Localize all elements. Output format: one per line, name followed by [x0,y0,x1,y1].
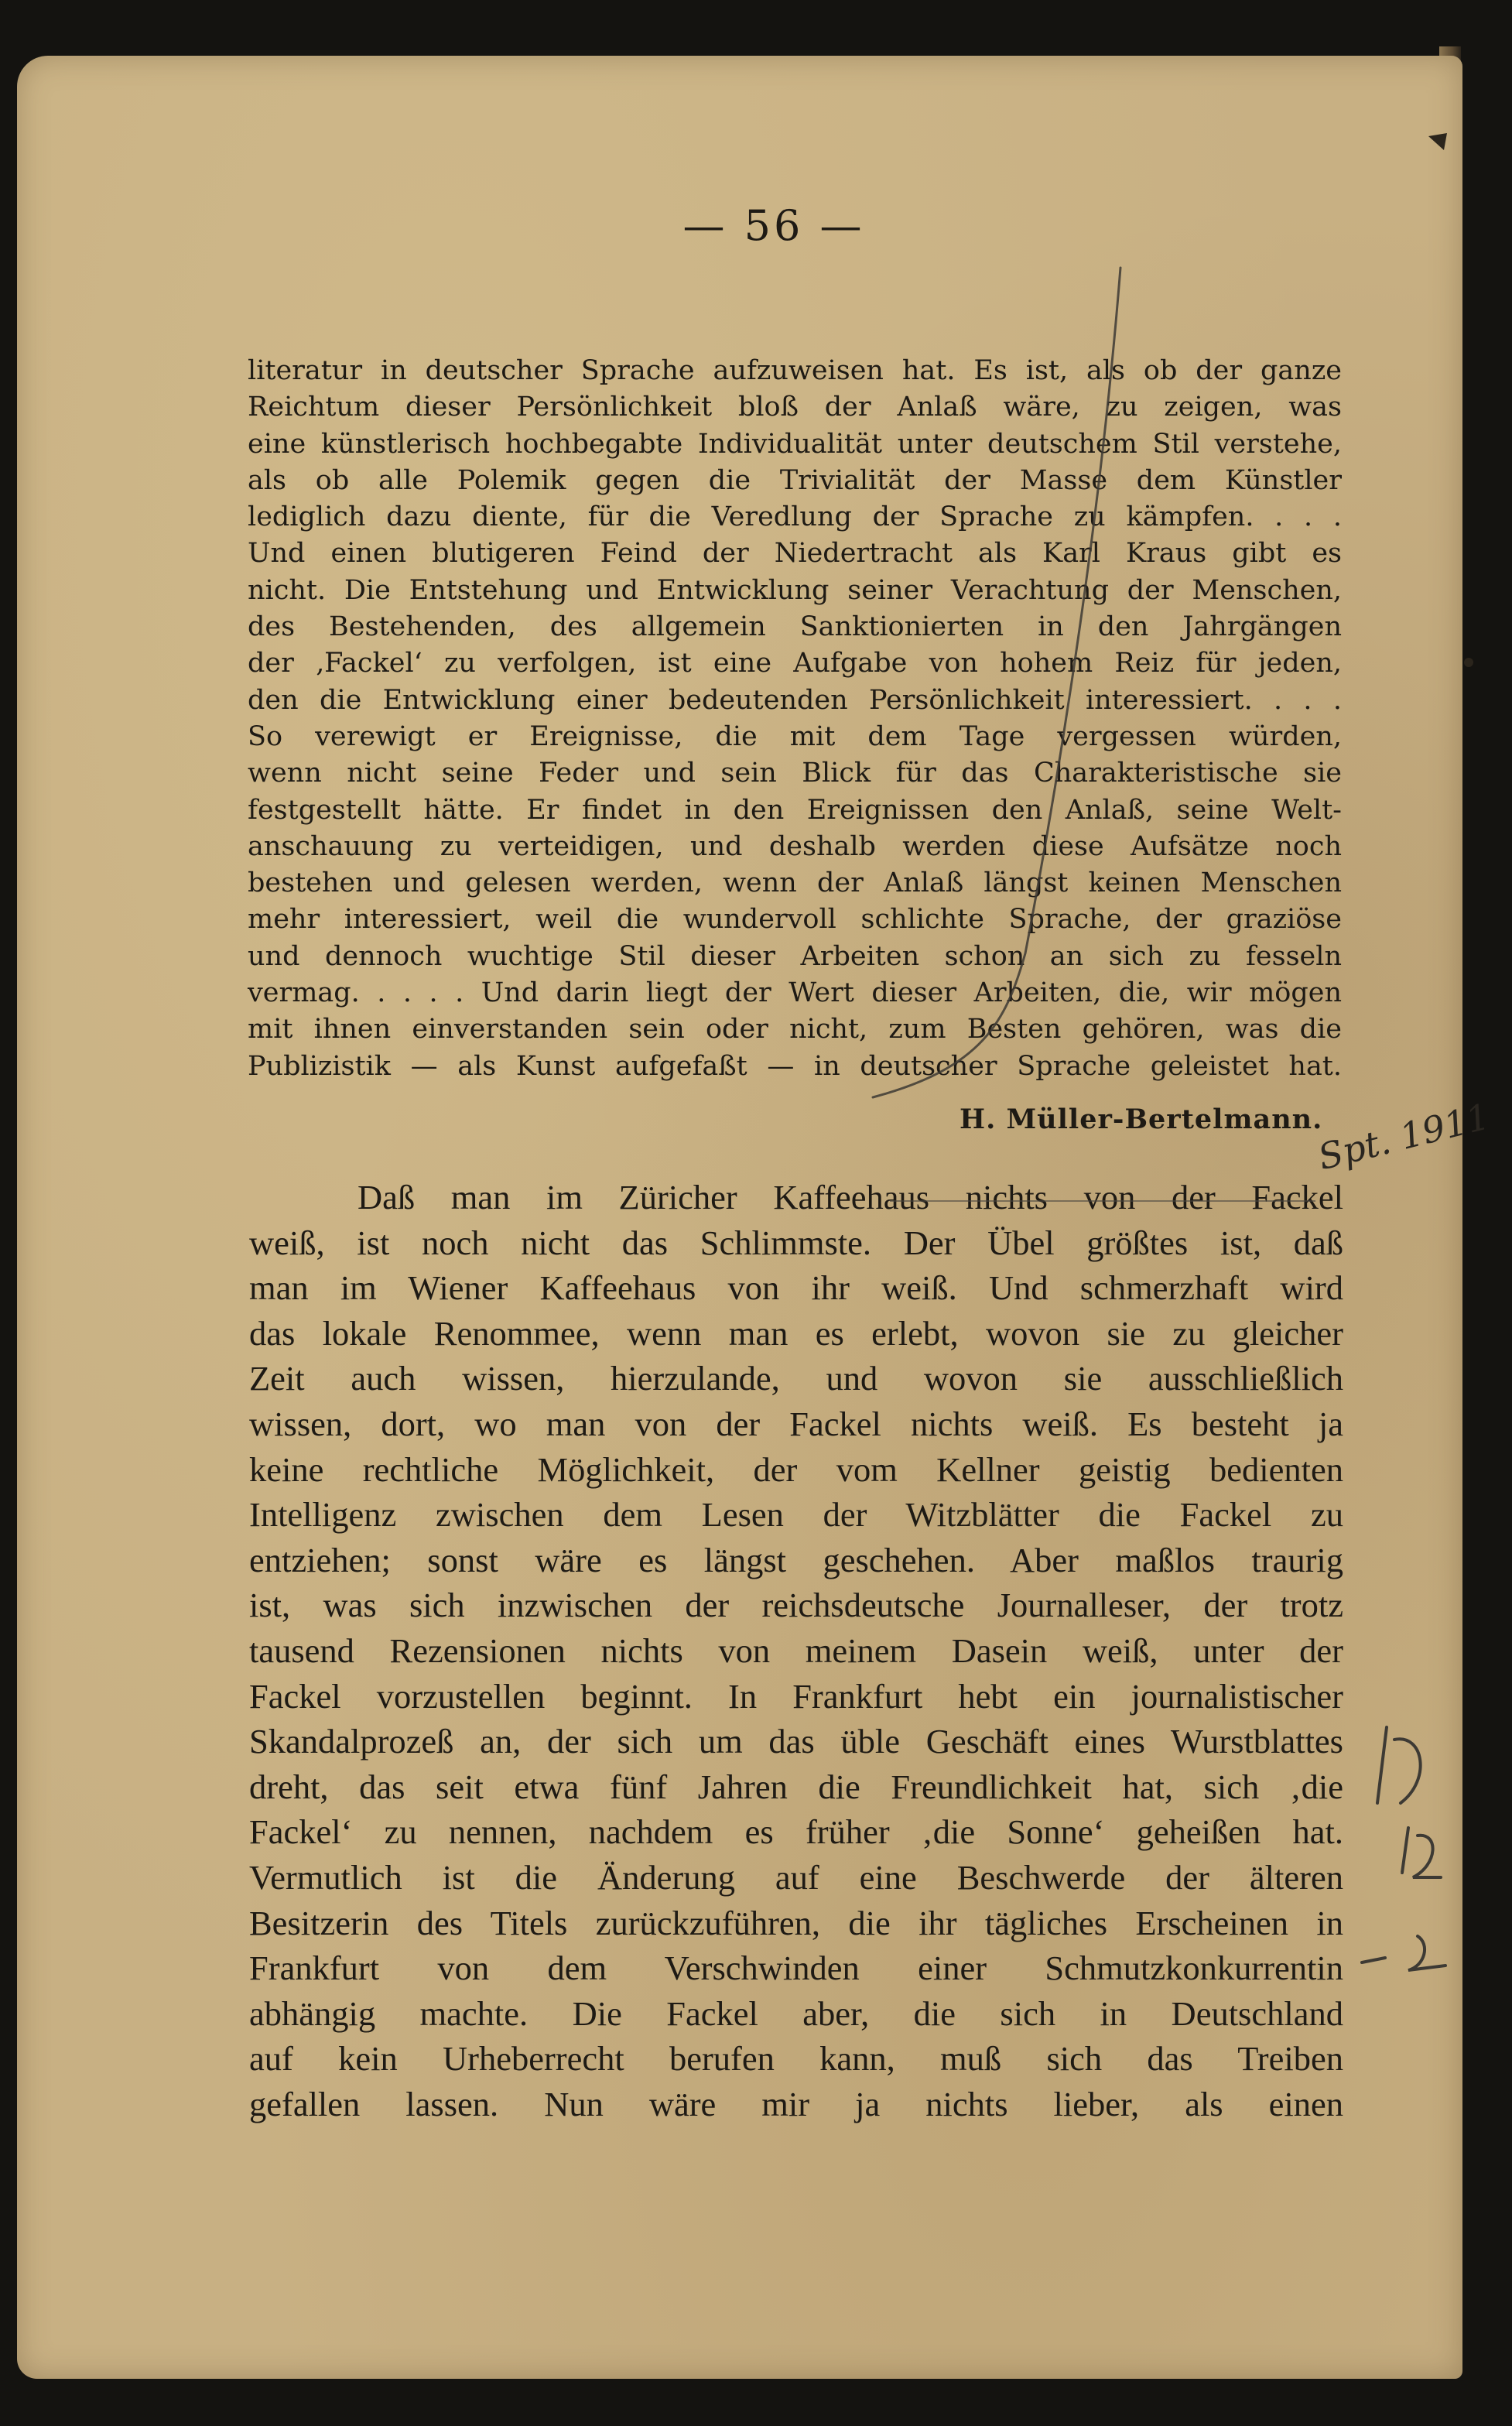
quote-line: lediglich dazu diente, für die Veredlung der Sprache zu kämpfen. . . . [248,501,1342,533]
body-line: entziehen; sonst wäre es längst geschehen. Aber maßlos traurig [249,1540,1343,1579]
body-line: Frankfurt von dem Verschwinden einer Schmutzkonkurrentin [249,1949,1343,1988]
handwritten-date-note: Spt. 1911 [1314,1095,1494,1179]
quote-line: Und einen blutigeren Feind der Niedertracht als Karl Kraus gibt es [248,538,1342,570]
quote-line: Reichtum dieser Persönlichkeit bloß der Anlaß wäre, zu zeigen, was [248,392,1342,423]
body-line: Vermutlich ist die Änderung auf eine Beschwerde der älteren [249,1857,1343,1897]
quote-line: und dennoch wuchtige Stil dieser Arbeiten schon an sich zu fesseln [248,940,1342,972]
quote-line: festgestellt hätte. Er findet in den Ereignissen den Anlaß, seine Welt- [248,794,1342,826]
body-line: abhängig machte. Die Fackel aber, die sich in Deutschland [249,1993,1343,2033]
body-line: Skandalprozeß an, der sich um das üble Geschäft eines Wurstblattes [249,1722,1343,1761]
body-line: Zeit auch wissen, hierzulande, und wovon sie ausschließlich [249,1359,1343,1398]
handwritten-margin-note: 12 [1373,1795,1374,1796]
quote-line: bestehen und gelesen werden, wenn der Anlaß längst keinen Menschen [248,867,1342,899]
body-line: man im Wiener Kaffeehaus von ihr weiß. Und schmerzhaft wird [249,1268,1343,1308]
body-line: gefallen lassen. Nun wäre mir ja nichts lieber, als einen [249,2084,1343,2123]
body-line: wissen, dort, wo man von der Fackel nichts weiß. Es besteht ja [249,1404,1343,1443]
body-line: Besitzerin des Titels zurückzuführen, die ihr tägliches Erscheinen in [249,1903,1343,1942]
body-line: Fackel‘ zu nennen, nachdem es früher ‚die Sonne‘ geheißen hat. [249,1812,1343,1852]
quote-line: vermag. . . . . Und darin liegt der Wert dieser Arbeiten, die, wir mögen [248,977,1342,1009]
body-line: Fackel vorzustellen beginnt. In Frankfurt hebt ein journalistischer [249,1676,1343,1716]
quote-line: der ‚Fackel‘ zu verfolgen, ist eine Aufgabe von hohem Reiz für jeden, [248,648,1342,679]
quote-line: als ob alle Polemik gegen die Trivialität der Masse dem Künstler [248,464,1342,496]
body-line: das lokale Renommee, wenn man es erlebt, wovon sie zu gleicher [249,1313,1343,1353]
quote-line: So verewigt er Ereignisse, die mit dem Tage vergessen würden, [248,720,1342,752]
quote-line: nicht. Die Entstehung und Entwicklung seiner Verachtung der Menschen, [248,574,1342,606]
body-line: ist, was sich inzwischen der reichsdeutsche Journalleser, der trotz [249,1586,1343,1625]
quoted-review [248,353,1342,1085]
ink-dot [1464,658,1473,667]
body-paragraph [249,1175,1343,2127]
quote-line: wenn nicht seine Feder und sein Blick für das Charakteristische sie [248,758,1342,789]
page-number: — 56 — [682,201,865,250]
quote-line: mit ihnen einverstanden sein oder nicht, zum Besten gehören, was die [248,1014,1342,1045]
body-line: auf kein Urheberrecht berufen kann, muß sich das Treiben [249,2039,1343,2079]
body-line: Daß man im Züricher Kaffeehaus nichts von der Fackel [357,1178,1343,1216]
body-line: dreht, das seit etwa fünf Jahren die Freundlichkeit hat, sich ‚die [249,1767,1343,1806]
quote-line: des Bestehenden, des allgemein Sanktionierten in den Jahrgängen [248,611,1342,643]
body-line: tausend Rezensionen nichts von meinem Dasein weiß, unter der [249,1630,1343,1670]
body-line: Intelligenz zwischen dem Lesen der Witzblätter die Fackel zu [249,1495,1343,1535]
quote-signature: H. Müller-Bertelmann. [960,1104,1323,1135]
body-line: weiß, ist noch nicht das Schlimmste. Der Übel größtes ist, daß [249,1223,1343,1262]
quote-line: anschauung zu verteidigen, und deshalb werden diese Aufsätze noch [248,830,1342,862]
quote-line: eine künstlerisch hochbegabte Individualität unter deutschem Stil verstehe, [248,428,1342,460]
quote-line: Publizistik — als Kunst aufgefaßt — in deutscher Sprache geleistet hat. [248,1050,1342,1082]
body-line: keine rechtliche Möglichkeit, der vom Kellner geistig bedienten [249,1449,1343,1489]
quote-line: mehr interessiert, weil die wundervoll schlichte Sprache, der graziöse [248,904,1342,936]
quote-line: den die Entwicklung einer bedeutenden Persönlichkeit interessiert. . . . [248,684,1342,716]
quote-line: literatur in deutscher Sprache aufzuweisen hat. Es ist, als ob der ganze [248,355,1342,386]
